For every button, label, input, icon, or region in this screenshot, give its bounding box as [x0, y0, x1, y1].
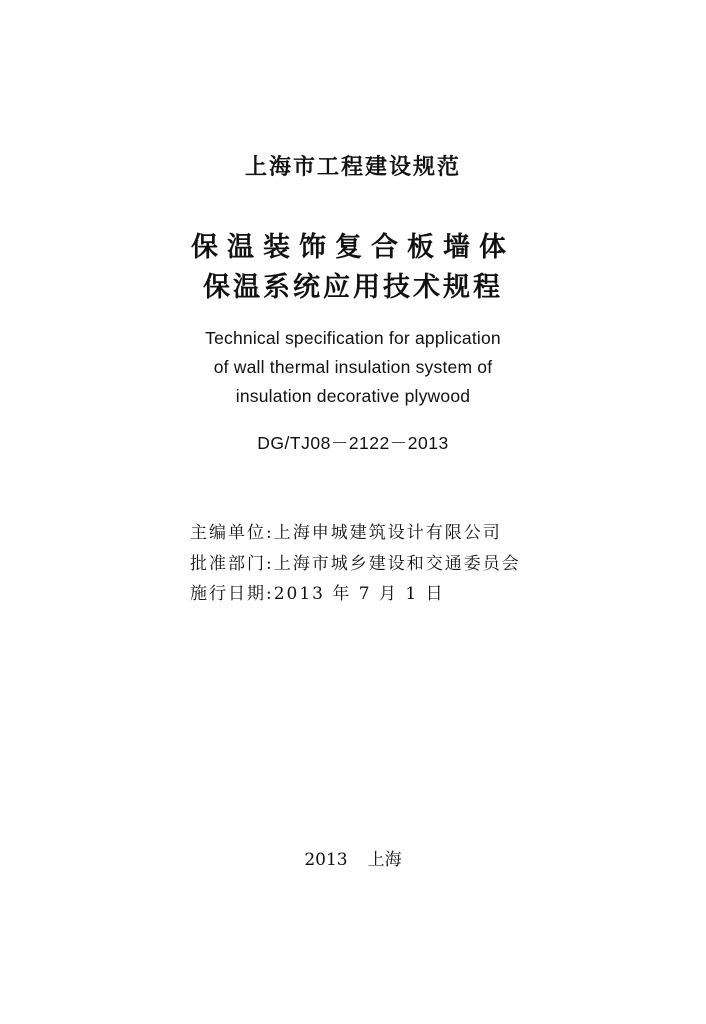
- series-title: 上海市工程建设规范: [244, 155, 461, 180]
- publication-footer: [0, 845, 706, 870]
- approving-department: 批准部门:上海市城乡建设和交通委员会: [190, 554, 521, 574]
- document-title-line-1: 保温装饰复合板墙体: [191, 232, 515, 263]
- effective-date: 施行日期:2013 年 7 月 1 日: [190, 584, 445, 604]
- standard-code: DG/TJ08－2122－2013: [257, 433, 449, 453]
- english-title-line-3: insulation decorative plywood: [235, 386, 471, 406]
- publication-city: 上海: [367, 850, 402, 870]
- document-title-line-2: 保温系统应用技术规程: [203, 272, 503, 303]
- chief-editor-unit: 主编单位:上海申城建筑设计有限公司: [190, 523, 502, 543]
- publication-year: 2013: [304, 850, 348, 870]
- english-title-line-2: of wall thermal insulation system of: [213, 357, 493, 377]
- english-title-line-1: Technical specification for application: [205, 328, 501, 348]
